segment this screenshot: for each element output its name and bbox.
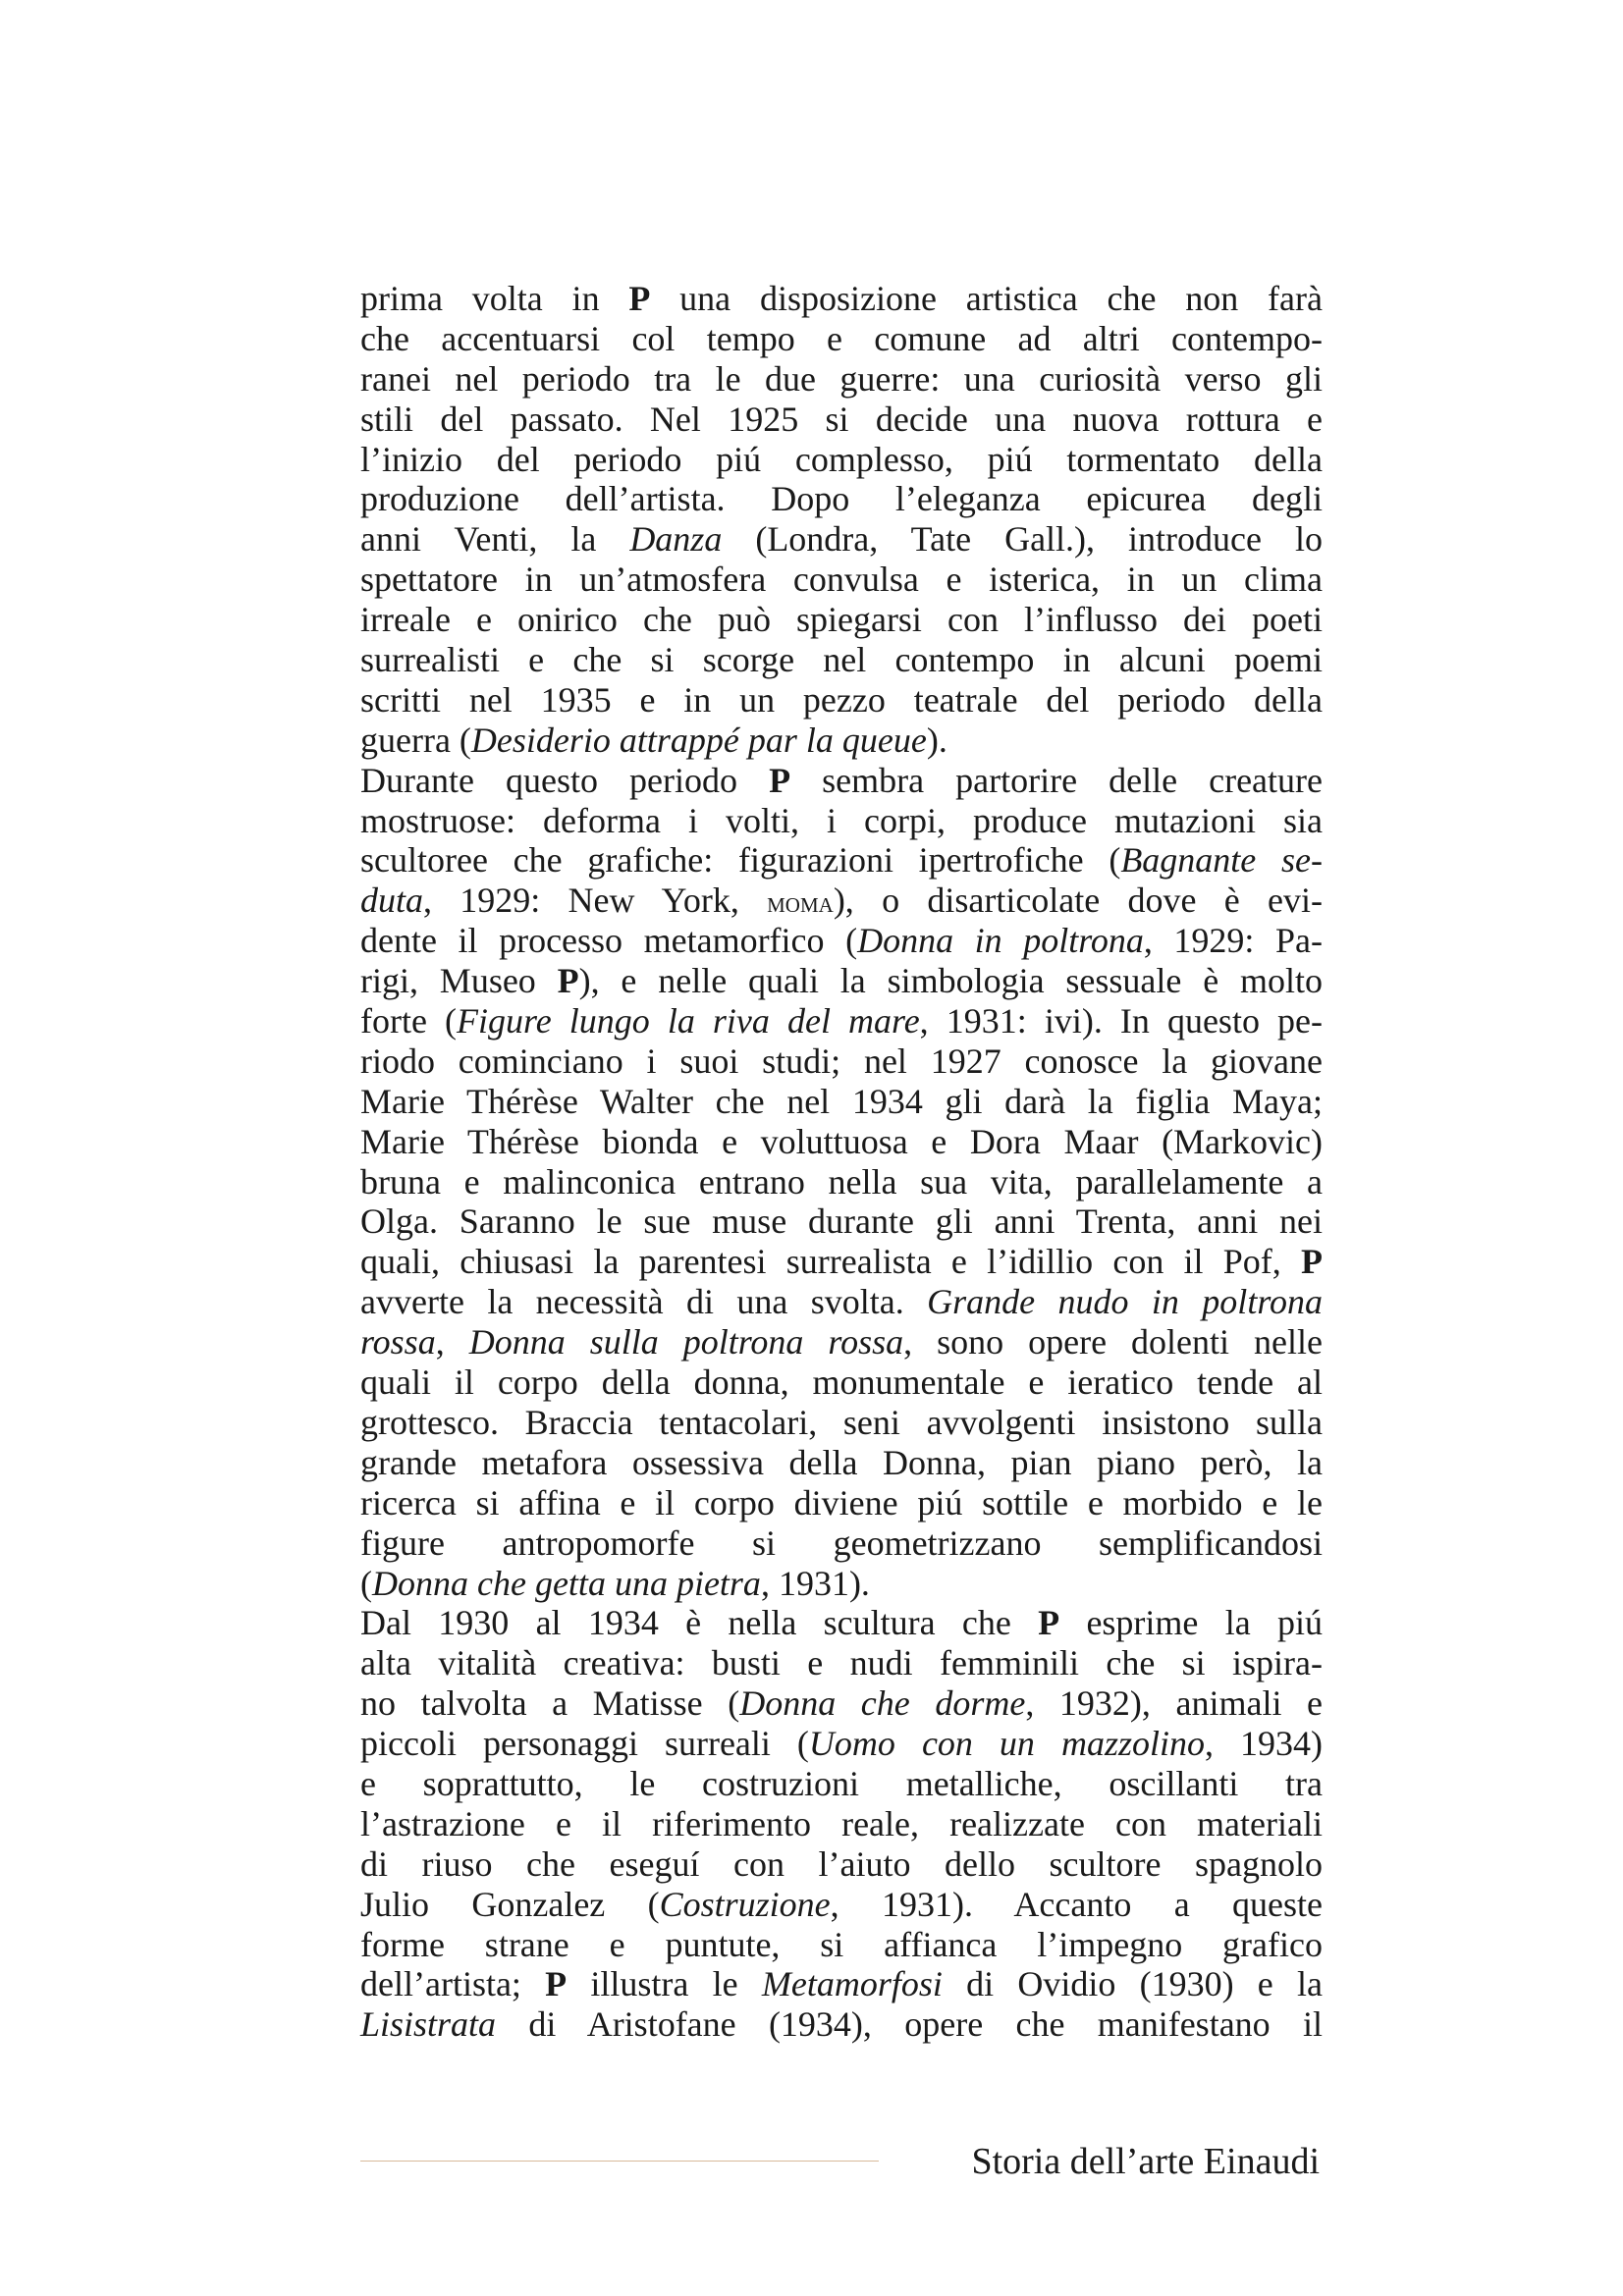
text-line	[360, 1643, 1323, 1683]
text-run: scritti nel 1935 e in un pezzo teatrale del periodo della	[360, 679, 1323, 720]
text-line	[360, 1925, 1323, 1965]
text-run: Durante questo periodo	[360, 760, 770, 800]
artwork-title: Figure lungo la riva del mare	[457, 1001, 920, 1041]
abbreviation-bold: P	[557, 961, 579, 1001]
text-run: , 1932), animali e	[1025, 1683, 1324, 1724]
text-run: grande metafora ossessiva della Donna, pian piano però, la	[360, 1442, 1323, 1482]
text-line	[360, 1885, 1323, 1925]
text-run: che accentuarsi col tempo e comune ad altri contempo-	[360, 318, 1323, 358]
body-text	[360, 279, 1323, 2045]
text-line	[360, 2004, 1323, 2045]
text-line	[360, 961, 1323, 1001]
text-line	[360, 761, 1323, 801]
text-run: ,	[435, 1322, 469, 1362]
artwork-title: Danza	[629, 519, 723, 560]
text-line	[360, 1282, 1323, 1322]
text-line	[360, 1764, 1323, 1804]
text-line	[360, 801, 1323, 841]
artwork-title: Lisistrata	[360, 2004, 497, 2045]
footer-title: Storia dell’arte Einaudi	[971, 2141, 1320, 2182]
text-line	[360, 840, 1323, 881]
text-run: l’inizio del periodo piú complesso, piú tormentato della	[360, 439, 1323, 479]
text-line	[360, 1122, 1323, 1162]
text-line	[360, 1162, 1323, 1202]
text-run: esprime la piú	[1059, 1603, 1323, 1643]
text-run: figure antropomorfe si geometrizzano semplificandosi	[360, 1522, 1323, 1563]
artwork-title: rossa	[360, 1322, 436, 1362]
text-line	[360, 1041, 1323, 1082]
text-run: ricerca si affina e il corpo diviene piú sottile e morbido e le	[360, 1482, 1323, 1522]
text-line	[360, 921, 1323, 961]
artwork-title: Uomo con un mazzolino	[808, 1724, 1205, 1764]
text-run: Marie Thérèse Walter che nel 1934 gli darà la figlia Maya;	[360, 1081, 1323, 1121]
text-line	[360, 400, 1323, 440]
text-line	[360, 1523, 1323, 1564]
text-run: mostruose: deforma i volti, i corpi, produce mutazioni sia	[360, 800, 1323, 840]
abbreviation-bold: P	[1038, 1603, 1060, 1643]
text-run: Olga. Saranno le sue muse durante gli anni Trenta, anni nei	[360, 1201, 1323, 1242]
text-line	[360, 1403, 1323, 1443]
text-run: , sono opere dolenti nelle	[903, 1322, 1323, 1362]
text-run: e soprattutto, le costruzioni metalliche, oscillanti tra	[360, 1763, 1323, 1803]
text-run: guerra (	[360, 720, 471, 760]
text-run: grottesco. Braccia tentacolari, seni avvolgenti insistono sulla	[360, 1402, 1323, 1442]
text-run: l’astrazione e il riferimento reale, realizzate con materiali	[360, 1803, 1323, 1843]
text-run: avverte la necessità di una svolta.	[360, 1282, 928, 1322]
artwork-title: Grande nudo in poltrona	[927, 1282, 1323, 1322]
text-line	[360, 1483, 1323, 1523]
text-run: , 1929: New York,	[423, 881, 768, 921]
text-line	[360, 359, 1323, 400]
text-run: (	[360, 1563, 372, 1603]
text-line	[360, 1804, 1323, 1844]
artwork-title: Metamorfosi	[761, 1964, 943, 2004]
text-run: di Aristofane (1934), opere che manifestano il	[496, 2004, 1323, 2045]
text-run: prima volta in	[360, 279, 629, 318]
text-line	[360, 1362, 1323, 1403]
text-line	[360, 319, 1323, 359]
footer-rule	[360, 2161, 879, 2162]
text-run: ), e nelle quali la simbologia sessuale è molto	[578, 961, 1323, 1001]
text-run: scultoree che grafiche: figurazioni ipertrofiche (	[360, 840, 1121, 881]
text-run: stili del passato. Nel 1925 si decide una nuova rottura e	[360, 399, 1323, 439]
text-run: una disposizione artistica che non farà	[650, 279, 1323, 318]
text-run: rigi, Museo	[360, 961, 558, 1001]
abbreviation-bold: P	[545, 1964, 568, 2004]
text-run: no talvolta a Matisse (	[360, 1683, 740, 1724]
text-line	[360, 1322, 1323, 1362]
artwork-title: Costruzione	[659, 1884, 831, 1924]
text-line	[360, 560, 1323, 600]
artwork-title: Donna sulla poltrona rossa	[468, 1322, 904, 1362]
text-run: sembra partorire delle creature	[790, 760, 1323, 800]
text-line	[360, 1082, 1323, 1122]
text-run: spettatore in un’atmosfera convulsa e isterica, in un clima	[360, 560, 1323, 600]
text-line	[360, 440, 1323, 480]
text-run: riodo cominciano i suoi studi; nel 1927 conosce la giovane	[360, 1041, 1323, 1081]
abbreviation-bold: P	[628, 279, 651, 318]
text-run: forme strane e puntute, si affianca l’impegno grafico	[360, 1924, 1323, 1964]
text-run: quali il corpo della donna, monumentale e ieratico tende al	[360, 1362, 1323, 1403]
text-line	[360, 721, 1323, 761]
text-run: , 1931).	[760, 1563, 870, 1603]
text-line	[360, 1201, 1323, 1242]
text-run: , 1931: ivi). In questo pe-	[919, 1001, 1323, 1041]
text-run: surrealisti e che si scorge nel contempo in alcuni poemi	[360, 640, 1323, 680]
text-run: illustra le	[567, 1964, 762, 2004]
page-footer	[360, 2138, 1323, 2185]
text-line	[360, 600, 1323, 640]
text-line	[360, 680, 1323, 721]
text-run: , 1929: Pa-	[1143, 921, 1323, 961]
text-run: Dal 1930 al 1934 è nella scultura che	[360, 1603, 1039, 1643]
text-line	[360, 279, 1323, 319]
text-line	[360, 1242, 1323, 1282]
text-line	[360, 479, 1323, 519]
text-line	[360, 1564, 1323, 1604]
text-run: irreale e onirico che può spiegarsi con l’influsso dei poeti	[360, 600, 1323, 640]
artwork-title: Donna in poltrona	[857, 921, 1144, 961]
text-run: piccoli personaggi surreali (	[360, 1724, 809, 1764]
artwork-title: Bagnante se-	[1120, 840, 1323, 881]
artwork-title: Desiderio attrappé par la queue	[470, 720, 927, 760]
text-line	[360, 640, 1323, 680]
text-run: di riuso che eseguí con l’aiuto dello scultore spagnolo	[360, 1843, 1323, 1884]
text-line	[360, 1603, 1323, 1643]
small-caps-text: moma	[767, 885, 834, 920]
text-line	[360, 881, 1323, 921]
text-run: ), o disarticolate dove è evi-	[833, 881, 1323, 921]
artwork-title: Donna che dorme	[739, 1683, 1026, 1724]
text-run: anni Venti, la	[360, 519, 630, 560]
text-run: bruna e malinconica entrano nella sua vita, parallelamente a	[360, 1161, 1323, 1201]
text-line	[360, 1683, 1323, 1724]
text-run: forte (	[360, 1001, 458, 1041]
text-run: produzione dell’artista. Dopo l’eleganza epicurea degli	[360, 479, 1323, 519]
text-run: , 1934)	[1204, 1724, 1323, 1764]
text-run: Marie Thérèse bionda e voluttuosa e Dora Maar (Markovic)	[360, 1121, 1323, 1161]
text-run: dente il processo metamorfico (	[360, 921, 858, 961]
abbreviation-bold: P	[769, 760, 791, 800]
text-run: di Ovidio (1930) e la	[942, 1964, 1323, 2004]
text-line	[360, 519, 1323, 560]
text-line	[360, 1724, 1323, 1764]
artwork-title: Donna che getta una pietra	[372, 1563, 761, 1603]
text-run: ranei nel periodo tra le due guerre: una curiosità verso gli	[360, 358, 1323, 399]
text-run: dell’artista;	[360, 1964, 546, 2004]
artwork-title: duta	[360, 881, 424, 921]
text-line	[360, 1001, 1323, 1041]
text-run: quali, chiusasi la parentesi surrealista e l’idillio con il Pof,	[360, 1242, 1301, 1282]
text-run: Julio Gonzalez (	[360, 1884, 660, 1924]
text-run: ).	[926, 720, 947, 760]
text-line	[360, 1844, 1323, 1885]
text-run: , 1931). Accanto a queste	[830, 1884, 1323, 1924]
text-line	[360, 1443, 1323, 1483]
text-run: (Londra, Tate Gall.), introduce lo	[722, 519, 1323, 560]
text-line	[360, 1964, 1323, 2004]
abbreviation-bold: P	[1301, 1242, 1323, 1282]
text-run: alta vitalità creativa: busti e nudi femminili che si ispira-	[360, 1643, 1323, 1683]
